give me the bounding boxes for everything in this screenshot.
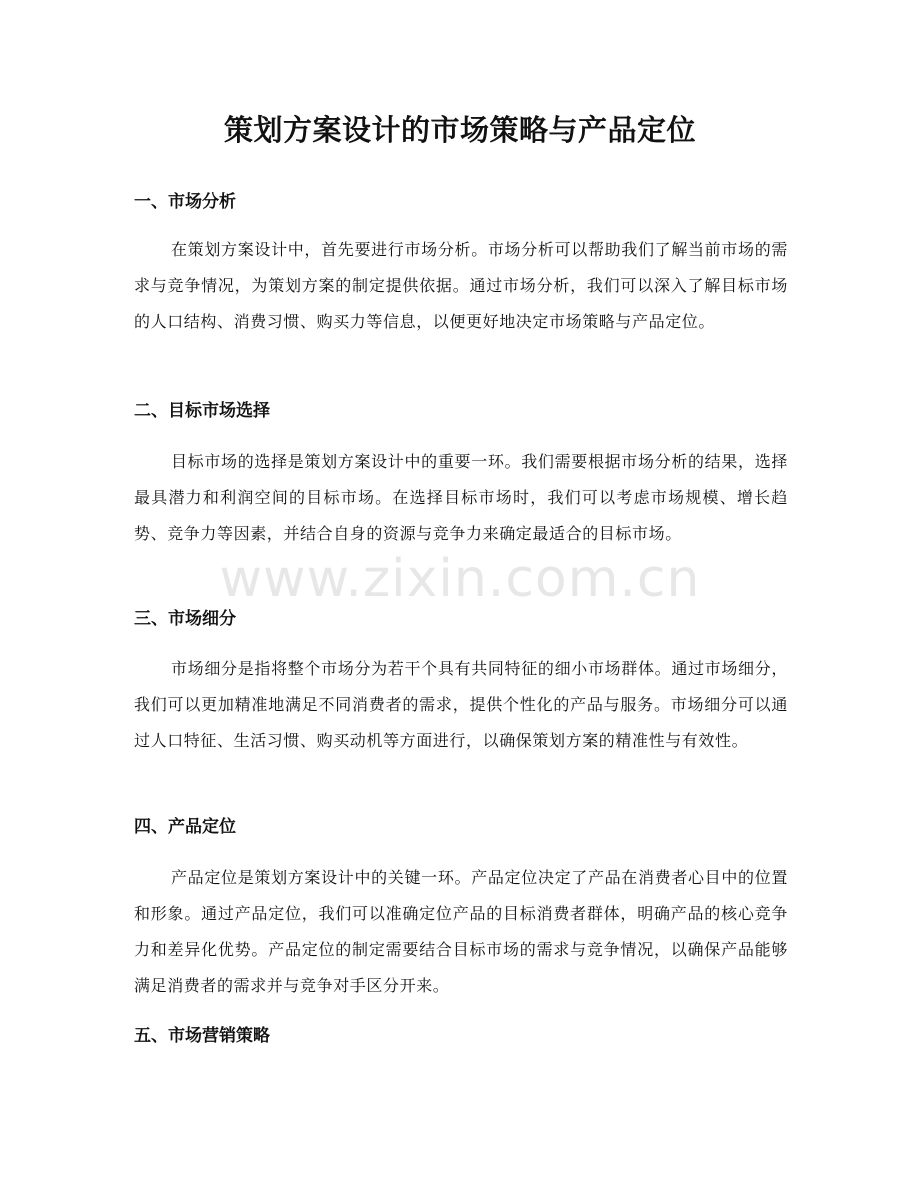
section-heading-product-positioning: 四、产品定位 [134,817,236,837]
section-heading-market-analysis: 一、市场分析 [134,192,236,212]
section-body-market-analysis: 在策划方案设计中，首先要进行市场分析。市场分析可以帮助我们了解当前市场的需求与竞争情况，为策划方案的制定提供依据。通过市场分析，我们可以深入了解目标市场的人口结构、消费习惯、购买力等信息，以便更好地决定市场策略与产品定位。 [134,240,788,331]
section-heading-target-market: 二、目标市场选择 [134,401,270,421]
section-body-target-market: 目标市场的选择是策划方案设计中的重要一环。我们需要根据市场分析的结果，选择最具潜力和利润空间的目标市场。在选择目标市场时，我们可以考虑市场规模、增长趋势、竞争力等因素，并结合自身的资源与竞争力来确定最适合的目标市场。 [134,452,788,543]
section-body-segmentation: 市场细分是指将整个市场分为若干个具有共同特征的细小市场群体。通过市场细分，我们可以更加精准地满足不同消费者的需求，提供个性化的产品与服务。市场细分可以通过人口特征、生活习惯、购买动机等方面进行，以确保策划方案的精准性与有效性。 [134,659,788,750]
section-body-product-positioning: 产品定位是策划方案设计中的关键一环。产品定位决定了产品在消费者心目中的位置和形象。通过产品定位，我们可以准确定位产品的目标消费者群体，明确产品的核心竞争力和差异化优势。产品定位的制定需要结合目标市场的需求与竞争情况，以确保产品能够满足消费者的需求并与竞争对手区分开来。 [134,868,788,995]
section-heading-segmentation: 三、市场细分 [134,609,236,629]
section-heading-marketing-strategy: 五、市场营销策略 [134,1026,270,1046]
document-title: 策划方案设计的市场策略与产品定位 [223,113,696,147]
watermark-text: www.zixin.com.cn [219,549,701,609]
